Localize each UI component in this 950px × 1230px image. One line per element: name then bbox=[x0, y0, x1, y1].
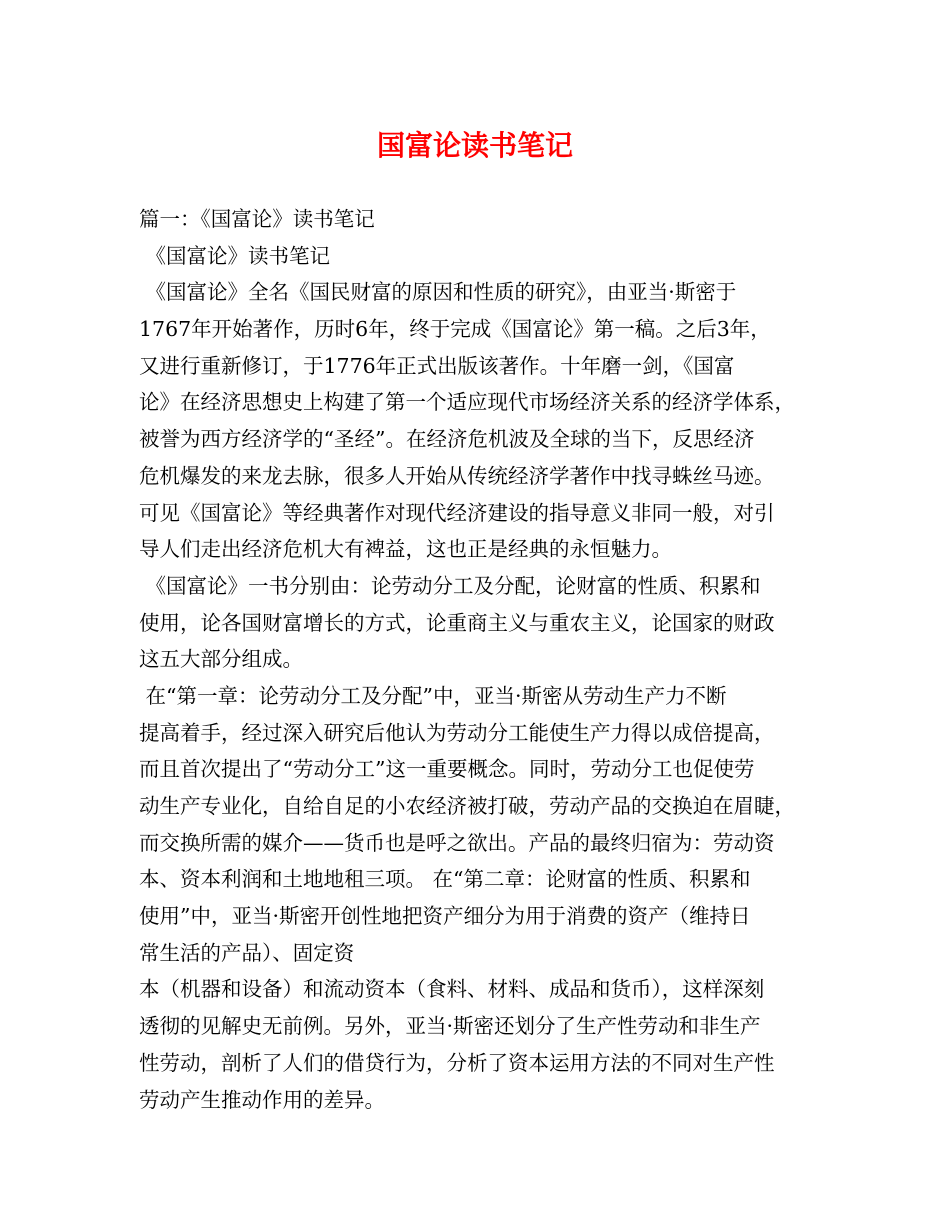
text-line: 本（机器和设备）和流动资本（食料、材料、成品和货币），这样深刻 bbox=[139, 977, 765, 1002]
text-line: 1767年开始著作，历时6年，终于完成《国富论》第一稿。之后3年， bbox=[139, 317, 771, 342]
text-line: 而且首次提出了“劳动分工”这一重要概念。同时，劳动分工也促使劳 bbox=[139, 757, 755, 782]
text-line: 《国富论》读书笔记 bbox=[139, 243, 331, 268]
text-line: 劳动产生推动作用的差异。 bbox=[139, 1087, 385, 1112]
text-line: 在“第一章：论劳动分工及分配”中，亚当·斯密从劳动生产力不断 bbox=[139, 683, 727, 708]
text-line: 提高着手，经过深入研究后他认为劳动分工能使生产力得以成倍提高， bbox=[139, 720, 775, 745]
text-line: 篇一：《国富论》读书笔记 bbox=[139, 207, 375, 231]
text-line: 常生活的产品）、固定资 bbox=[139, 940, 355, 965]
text-line: 论》在经济思想史上构建了第一个适应现代市场经济关系的经济学体系， bbox=[139, 390, 795, 415]
text-line: 危机爆发的来龙去脉，很多人开始从传统经济学著作中找寻蛛丝马迹。 bbox=[139, 463, 775, 488]
text-line: 被誉为西方经济学的“圣经”。在经济危机波及全球的当下，反思经济 bbox=[139, 427, 755, 452]
text-line: 性劳动，剖析了人们的借贷行为，分析了资本运用方法的不同对生产性 bbox=[139, 1050, 775, 1075]
text-line: 使用”中，亚当·斯密开创性地把资产细分为用于消费的资产（维持日 bbox=[139, 904, 751, 929]
text-line: 这五大部分组成。 bbox=[139, 647, 303, 672]
text-line: 《国富论》全名《国民财富的原因和性质的研究》，由亚当·斯密于 bbox=[139, 280, 737, 305]
text-line: 可见《国富论》等经典著作对现代经济建设的指导意义非同一般，对引 bbox=[139, 500, 775, 525]
document-body bbox=[139, 201, 839, 1118]
page-title: 国富论读书笔记 bbox=[376, 129, 573, 162]
text-line: 透彻的见解史无前例。另外，亚当·斯密还划分了生产性劳动和非生产 bbox=[139, 1014, 761, 1039]
text-line: 而交换所需的媒介——货币也是呼之欲出。产品的最终归宿为：劳动资 bbox=[139, 830, 775, 855]
text-line: 又进行重新修订，于1776年正式出版该著作。十年磨一剑，《国富 bbox=[139, 353, 735, 378]
text-line: 《国富论》一书分别由：论劳动分工及分配，论财富的性质、积累和 bbox=[139, 573, 761, 598]
text-line: 导人们走出经济危机大有裨益，这也正是经典的永恒魅力。 bbox=[139, 537, 672, 562]
text-line: 使用，论各国财富增长的方式，论重商主义与重农主义，论国家的财政 bbox=[139, 610, 775, 635]
text-line: 动生产专业化，自给自足的小农经济被打破，劳动产品的交换迫在眉睫， bbox=[139, 794, 795, 818]
text-line: 本、资本利润和土地地租三项。 在“第二章：论财富的性质、积累和 bbox=[139, 867, 751, 892]
